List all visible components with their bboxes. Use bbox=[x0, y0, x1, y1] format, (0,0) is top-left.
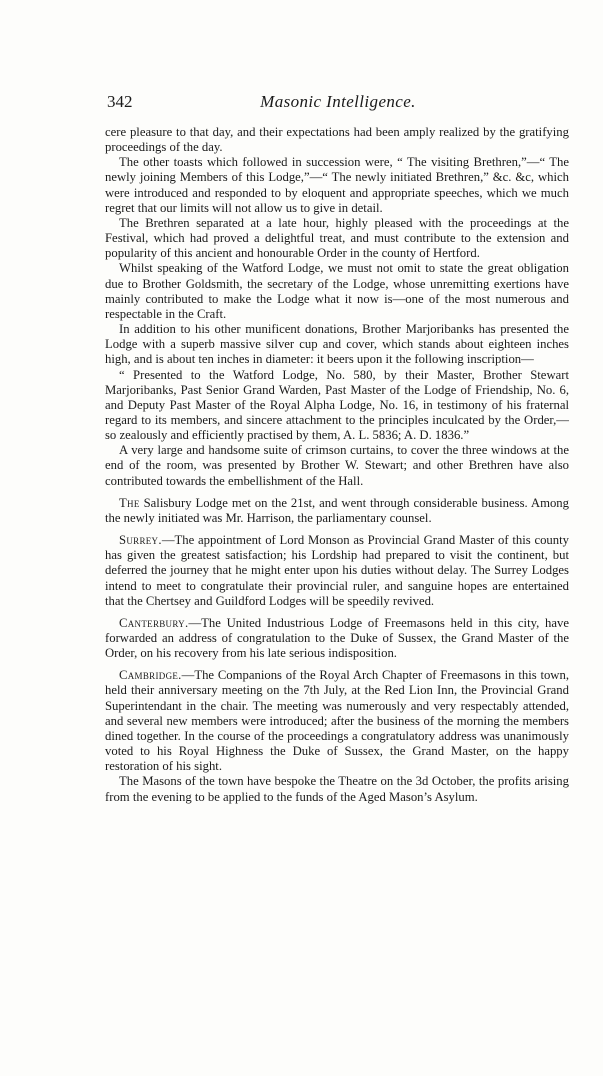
section-lead: Surrey. bbox=[119, 533, 162, 548]
paragraph-watford-lodge bbox=[105, 261, 569, 322]
paragraph-canterbury bbox=[105, 616, 569, 661]
running-title: Masonic Intelligence. bbox=[260, 92, 416, 111]
paragraph-text: “ Presented to the Watford Lodge, No. 580, by their Master, Brother Stewart Marjoribanks, Past Senior Grand Warden, Past Master of the Lodge of Friendship, No. 6, and Deputy Past Master of the Royal Alpha Lodge, No. 16, in testimony of his fraternal regard to its members, and sincere attachment to the principles inculcated by the Order,—so zealously and efficiently practised by them, A. L. 5836; A. D. 1836.” bbox=[105, 367, 569, 443]
body-text bbox=[105, 125, 569, 805]
paragraph-curtains bbox=[105, 443, 569, 488]
paragraph-text: The Brethren separated at a late hour, highly pleased with the proceedings at the Festival, which had proved a delightful treat, and must contribute to the extension and popularity of this ancient and honourable Order in the county of Hertford. bbox=[105, 215, 569, 261]
section-lead: Canterbury. bbox=[119, 615, 189, 630]
paragraph-surrey bbox=[105, 533, 569, 609]
section-lead: The bbox=[119, 495, 140, 510]
paragraph-toasts bbox=[105, 155, 569, 216]
paragraph-text: A very large and handsome suite of crimson curtains, to cover the three windows at the end of the room, was presented by Brother W. Stewart; and other Brethren have also contributed towards the embellishment of the Hall. bbox=[105, 443, 569, 488]
paragraph-text: —The appointment of Lord Monson as Provincial Grand Master of this county has given the greatest satisfaction; his Lordship had prepared to visit the continent, but deferred the journey that he might enter upon his duties without delay. The Surrey Lodges intend to meet to congratulate their provincial ruler, and sanguine hopes are entertained that the Chertsey and Guildford Lodges will be speedily revived. bbox=[105, 533, 569, 608]
paragraph-text: The other toasts which followed in succession were, “ The visiting Brethren,”—“ The newly joining Members of this Lodge,”—“ The newly initiated Brethren,” &c. &c, which were introduced and responded to by eloquent and appropriate speeches, which we much regret that our limits will not allow us to give in detail. bbox=[105, 155, 569, 215]
paragraph-text: cere pleasure to that day, and their expectations had been amply realized by the gratifying proceedings of the day. bbox=[105, 125, 569, 155]
paragraph-continuation bbox=[105, 125, 569, 155]
paragraph-text: —The United Industrious Lodge of Freemasons held in this city, have forwarded an address of congratulation to the Duke of Sussex, the Grand Master of the Order, on his recovery from his late serious indisposition. bbox=[105, 615, 569, 661]
paragraph-text: The Masons of the town have bespoke the Theatre on the 3d October, the profits arising from the evening to be applied to the funds of the Aged Mason’s Asylum. bbox=[105, 774, 569, 804]
paragraph-separation bbox=[105, 216, 569, 261]
section-lead: Cambridge. bbox=[119, 668, 182, 683]
page-number: 342 bbox=[107, 92, 133, 111]
paragraph-cambridge bbox=[105, 668, 569, 774]
paragraph-text: —The Companions of the Royal Arch Chapter of Freemasons in this town, held their anniversary meeting on the 7th July, at the Red Lion Inn, the Provincial Grand Superintendant in the chair. The meeting was numerously and very respectably attended, and several new members were introduced; after the business of the morning the members dined together. In the course of the proceedings a congratulatory address was unanimously voted to his Royal Highness the Duke of Sussex, the Grand Master, on the happy restoration of his sight. bbox=[105, 668, 569, 774]
paragraph-theatre bbox=[105, 774, 569, 804]
paragraph-text: Salisbury Lodge met on the 21st, and went through considerable business. Among the newly initiated was Mr. Harrison, the parliamentary counsel. bbox=[105, 495, 569, 525]
paragraph-text: In addition to his other munificent donations, Brother Marjoribanks has presented the Lodge with a superb massive silver cup and cover, which stands about eighteen inches high, and is about ten inches in diameter: it beers upon it the following inscription— bbox=[105, 322, 569, 367]
page-header bbox=[107, 92, 569, 116]
paragraph-text: Whilst speaking of the Watford Lodge, we must not omit to state the great obligation due to Brother Goldsmith, the secretary of the Lodge, whose unremitting exertions have mainly contributed to make the Lodge what it now is—one of the most numerous and respectable in the Craft. bbox=[105, 261, 569, 321]
paragraph-salisbury bbox=[105, 496, 569, 526]
paragraph-inscription bbox=[105, 368, 569, 444]
paragraph-donations bbox=[105, 322, 569, 367]
